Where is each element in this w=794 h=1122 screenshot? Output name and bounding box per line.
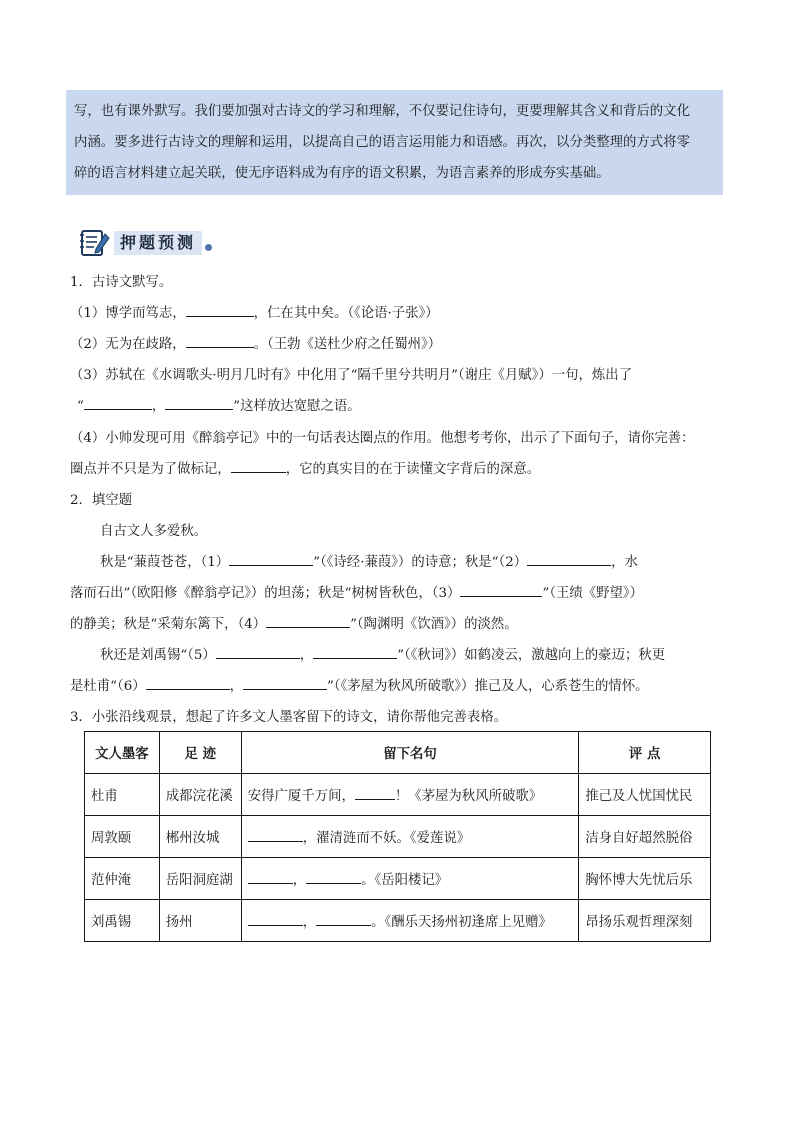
- cell-quote: 安得广厦千万间， ！《茅屋为秋风所破歌》: [241, 774, 579, 816]
- cell-quote: ，濯清涟而不妖。《爱莲说》: [241, 816, 579, 858]
- cell-comment: 洁身自好超然脱俗: [579, 816, 711, 858]
- answer-blank[interactable]: [186, 303, 254, 317]
- quote-table: [84, 731, 711, 942]
- q2-line-3: 的静美；秋是“采菊东篱下，（4） ”（陶渊明《饮酒》）的淡然。: [70, 613, 518, 632]
- q1-item-1: （1）博学而笃志， ，仁在其中矣。（《论语·子张》）: [70, 302, 439, 321]
- q2-line-1: 秋是“蒹葭苍苍，（1） ”（《诗经·蒹葭》）的诗意；秋是“（2） ，水: [100, 551, 638, 570]
- answer-blank[interactable]: [313, 645, 397, 659]
- cell-person: 刘禹锡: [85, 900, 160, 942]
- q2-line-4: 秋还是刘禹锡“（5） ， ”（《秋词》）如鹤凌云，激越向上的豪迈；秋更: [100, 644, 665, 663]
- header-comment: 评 点: [579, 732, 711, 774]
- table-header-row: [85, 732, 711, 774]
- cell-person: 周敦颐: [85, 816, 160, 858]
- cell-place: 成都浣花溪: [159, 774, 241, 816]
- bullet-dot-icon: [205, 244, 212, 251]
- section-header: [79, 228, 212, 258]
- q2-line-5: 是杜甫“（6） ， ”（《茅屋为秋风所破歌》）推己及人，心系苍生的情怀。: [70, 675, 649, 694]
- answer-blank[interactable]: [306, 870, 361, 884]
- intro-box: [66, 90, 723, 195]
- cell-place: 岳阳洞庭湖: [159, 858, 241, 900]
- answer-blank[interactable]: [248, 912, 303, 926]
- table-row: [85, 816, 711, 858]
- answer-blank[interactable]: [165, 396, 233, 410]
- cell-quote: ， 。《岳阳楼记》: [241, 858, 579, 900]
- answer-blank[interactable]: [186, 334, 254, 348]
- answer-blank[interactable]: [216, 645, 300, 659]
- answer-blank[interactable]: [355, 786, 395, 800]
- answer-blank[interactable]: [316, 912, 371, 926]
- table-row: [85, 858, 711, 900]
- answer-blank[interactable]: [266, 614, 350, 628]
- table-row: [85, 900, 711, 942]
- header-person: 文人墨客: [85, 732, 160, 774]
- q3-stem: 3．小张沿线观景，想起了许多文人墨客留下的诗文，请你帮他完善表格。: [70, 710, 508, 725]
- cell-person: 杜甫: [85, 774, 160, 816]
- section-title: 押题预测: [114, 231, 202, 255]
- notebook-pencil-icon: [79, 228, 111, 258]
- answer-blank[interactable]: [460, 583, 542, 597]
- intro-line: 写，也有课外默写。我们要加强对古诗文的学习和理解，不仅要记住诗句，更要理解其含义和背后的文化: [74, 104, 690, 119]
- answer-blank[interactable]: [146, 676, 230, 690]
- cell-comment: 昂扬乐观哲理深刻: [579, 900, 711, 942]
- header-quote: 留下名句: [241, 732, 579, 774]
- answer-blank[interactable]: [243, 676, 327, 690]
- answer-blank[interactable]: [527, 552, 611, 566]
- q1-item-4-line1: （4）小帅发现可用《醉翁亭记》中的一句话表达圈点的作用。他想考考你，出示了下面句子，请你完善：: [70, 431, 695, 446]
- answer-blank[interactable]: [231, 459, 286, 473]
- q1-item-2: （2）无为在歧路， 。（王勃《送杜少府之任蜀州》）: [70, 333, 441, 352]
- cell-comment: 胸怀博大先忧后乐: [579, 858, 711, 900]
- answer-blank[interactable]: [84, 396, 152, 410]
- q2-paragraph-1: 自古文人多爱秋。: [100, 524, 208, 539]
- cell-comment: 推己及人忧国忧民: [579, 774, 711, 816]
- q1-stem: 1．古诗文默写。: [70, 275, 173, 290]
- q1-item-4-line2: 圈点并不只是为了做标记， ，它的真实目的在于读懂文字背后的深意。: [70, 458, 540, 477]
- table-row: [85, 774, 711, 816]
- q1-item-3-line1: （3）苏轼在《水调歌头·明月几时有》中化用了“隔千里兮共明月”（谢庄《月赋》）一句，炼出了: [70, 368, 633, 383]
- cell-place: 郴州汝城: [159, 816, 241, 858]
- answer-blank[interactable]: [229, 552, 313, 566]
- answer-blank[interactable]: [248, 828, 303, 842]
- header-place: 足 迹: [159, 732, 241, 774]
- cell-person: 范仲淹: [85, 858, 160, 900]
- answer-blank[interactable]: [248, 870, 293, 884]
- q1-item-3-line2: “ ， ”这样放达宽慰之语。: [77, 395, 361, 414]
- intro-line: 碎的语言材料建立起关联，使无序语料成为有序的语文积累，为语言素养的形成夯实基础。: [74, 166, 610, 181]
- q2-line-2: 落而石出”（欧阳修《醉翁亭记》）的坦荡；秋是“树树皆秋色，（3） ”（王绩《野望》）: [70, 582, 643, 601]
- cell-quote: ， 。《酬乐天扬州初逢席上见赠》: [241, 900, 579, 942]
- cell-place: 扬州: [159, 900, 241, 942]
- intro-line: 内涵。要多进行古诗文的理解和运用，以提高自己的语言运用能力和语感。再次，以分类整理的方式将零: [74, 135, 690, 150]
- q2-stem: 2．填空题: [70, 493, 133, 508]
